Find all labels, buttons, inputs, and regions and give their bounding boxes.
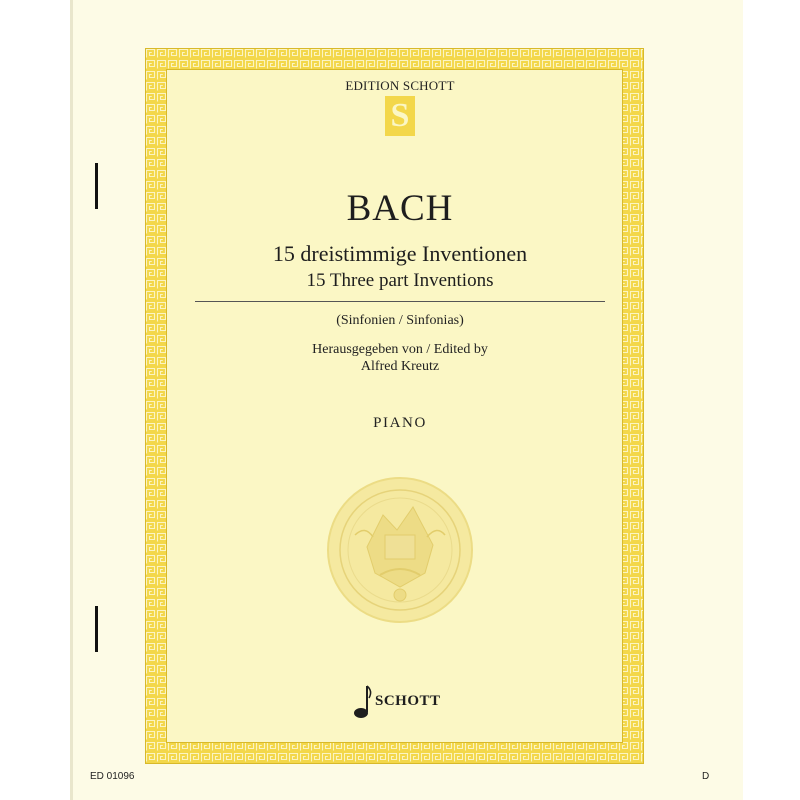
logo-letter: S xyxy=(390,97,410,134)
editor-name: Alfred Kreutz xyxy=(360,359,440,374)
title-panel xyxy=(167,70,622,742)
title-divider xyxy=(195,301,605,302)
subtitle: (Sinfonien / Sinfonias) xyxy=(336,313,464,328)
embossed-emblem-icon xyxy=(325,475,475,625)
music-note-icon xyxy=(352,682,374,722)
composer-name: BACH xyxy=(346,188,454,229)
title-german: 15 dreistimmige Inventionen xyxy=(272,241,528,266)
schott-s-logo-icon xyxy=(385,96,415,136)
country-code: D xyxy=(702,771,710,782)
order-number: ED 01096 xyxy=(90,771,135,782)
instrument-label: PIANO xyxy=(373,415,427,431)
publisher-name: SCHOTT xyxy=(375,693,441,709)
title-english: 15 Three part Inventions xyxy=(306,270,494,291)
edition-label: EDITION SCHOTT xyxy=(345,78,455,93)
binding-mark-bottom xyxy=(95,606,98,652)
editor-label: Herausgegeben von / Edited by xyxy=(312,342,488,357)
cover-edge xyxy=(70,0,73,800)
